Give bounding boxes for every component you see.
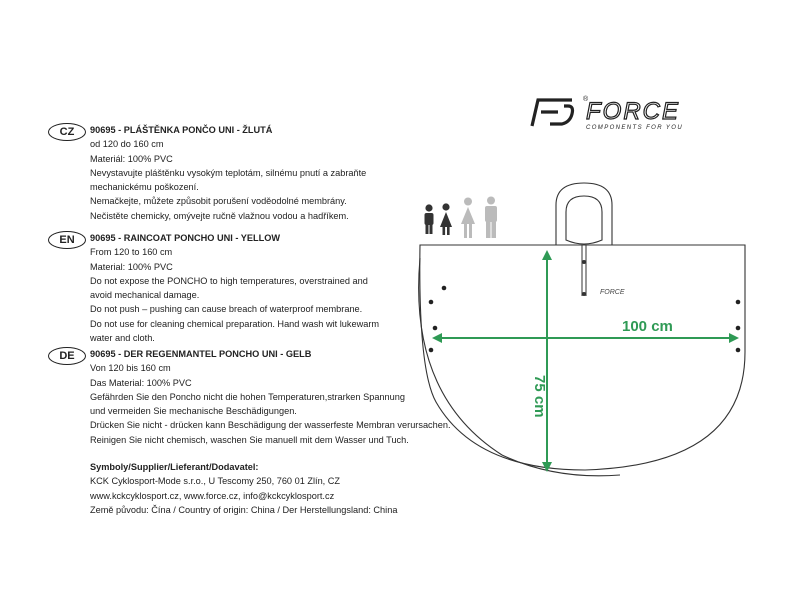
- text-line: od 120 do 160 cm: [90, 139, 164, 150]
- width-dimension-label: 100 cm: [622, 318, 673, 335]
- snap-dot: [736, 300, 741, 305]
- snap-dot: [736, 326, 741, 331]
- text-line: water and cloth.: [90, 333, 155, 344]
- text-line: Nečistěte chemicky, omývejte ručně vlažnou vodou a hadříkem.: [90, 210, 349, 221]
- snap-dot: [736, 348, 741, 353]
- width-arrow-right: [729, 333, 739, 343]
- people-size-icons: [420, 196, 510, 240]
- text-line: Drücken Sie nicht - drücken kann Beschädigung der wasserfeste Membran verursachen.: [90, 420, 451, 431]
- lang-badge-de: DE: [48, 347, 86, 365]
- text-line: und vermeiden Sie mechanische Beschädigungen.: [90, 406, 297, 417]
- poncho-hood-inner: [566, 196, 602, 244]
- logo-tagline: COMPONENTS FOR YOU: [586, 125, 684, 131]
- text-line: Reinigen Sie nicht chemisch, waschen Sie manuell mit dem Wasser und Tuch.: [90, 434, 409, 445]
- supplier-line: www.kckcyklosport.cz, www.force.cz, info@kckcyklosport.cz: [90, 490, 335, 501]
- length-arrow-bottom: [542, 462, 552, 472]
- text-line: Do not use for cleaning chemical preparation. Hand wash wit lukewarm: [90, 318, 380, 329]
- text-line: Nemačkejte, můžete způsobit porušení voděodolné membrány.: [90, 196, 347, 207]
- product-title-cz: 90695 - PLÁŠTĚNKA PONČO UNI - ŽLUTÁ: [90, 125, 273, 135]
- girl-icon: [440, 203, 452, 235]
- length-dimension-label: 75 cm: [531, 375, 548, 418]
- text-line: Do not expose the PONCHO to high temperatures, overstrained and: [90, 275, 368, 286]
- registered-mark: ®: [583, 96, 589, 103]
- text-line: Material: 100% PVC: [90, 261, 173, 272]
- poncho-brand-label: FORCE: [600, 289, 625, 296]
- lang-text-en: [90, 231, 430, 345]
- text-line: From 120 to 160 cm: [90, 247, 173, 258]
- text-line: Von 120 bis 160 cm: [90, 363, 171, 374]
- supplier-info: [90, 460, 397, 517]
- product-title-de: 90695 - DER REGENMANTEL PONCHO UNI - GELB: [90, 349, 312, 359]
- product-title-en: 90695 - RAINCOAT PONCHO UNI - YELLOW: [90, 233, 281, 243]
- supplier-line: KCK Cyklosport-Mode s.r.o., U Tescomy 250, 760 01 Zlín, CZ: [90, 476, 341, 487]
- boy-icon: [425, 204, 434, 234]
- man-icon: [485, 197, 497, 239]
- lang-text-cz: [90, 123, 430, 223]
- force-logo: [528, 92, 718, 132]
- text-line: avoid mechanical damage.: [90, 290, 200, 301]
- poncho-button: [582, 260, 586, 264]
- width-arrow-left: [432, 333, 442, 343]
- poncho-button: [582, 292, 586, 296]
- text-line: Do not push – pushing can cause breach of waterproof membrane.: [90, 304, 363, 315]
- lang-text-de: [90, 347, 451, 447]
- text-line: Das Material: 100% PVC: [90, 377, 192, 388]
- lang-badge-en: EN: [48, 231, 86, 249]
- logo-text: FORCE: [586, 98, 680, 125]
- poncho-hood-outline: [556, 183, 612, 245]
- snap-dot: [442, 286, 447, 291]
- text-line: Nevystavujte pláštěnku vysokým teplotám, silnému pnutí a zabraňte: [90, 167, 367, 178]
- poncho-body-outline: [420, 245, 745, 470]
- text-line: mechanickému poškození.: [90, 182, 199, 193]
- lang-badge-cz: CZ: [48, 123, 86, 141]
- supplier-line: Země původu: Čína / Country of origin: China / Der Herstellungsland: China: [90, 504, 398, 515]
- text-line: Materiál: 100% PVC: [90, 153, 173, 164]
- woman-icon: [461, 198, 475, 239]
- poncho-back-outline: [419, 258, 620, 476]
- length-arrow-top: [542, 250, 552, 260]
- supplier-heading: Symboly/Supplier/Lieferant/Dodavatel:: [90, 462, 259, 472]
- snap-dot: [433, 326, 438, 331]
- text-line: Gefährden Sie den Poncho nicht die hohen Temperaturen,strarken Spannung: [90, 391, 405, 402]
